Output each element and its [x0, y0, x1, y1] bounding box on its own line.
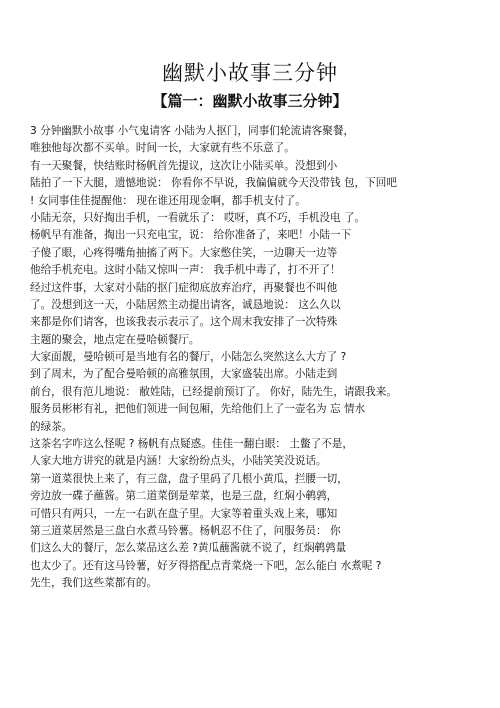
body-line: 旁边放一碟子蘸酱。第二道菜倒是荤菜，也是三盘，红焖小鹌鹑，	[30, 490, 338, 503]
body-line: 经过这件事，大家对小陆的抠门症彻底放弃治疗，再聚餐也不叫他	[30, 281, 338, 294]
body-line: 先生，我们这些菜都有的。	[30, 577, 158, 590]
body-line: 了。没想到这一天，小陆居然主动提出请客，诚恳地说： 这么久以	[30, 298, 341, 311]
body-line: 人家大地方讲究的就是内涵！大家纷纷点头，小陆笑笑没说话。	[30, 455, 327, 468]
document-body	[30, 123, 470, 593]
body-line: 这茶名字咋这么怪呢 ? 杨帆有点疑惑。佳佳一翻白眼： 土鳖了不是，	[30, 438, 353, 451]
body-line: 第一道菜很快上来了，有三盘，盘子里码了几根小黄瓜，拦腰一切，	[30, 472, 348, 485]
body-line: 3 分钟幽默小故事 小气鬼请客 小陆为人抠门，同事们轮流请客聚餐，	[30, 125, 355, 137]
body-line: 大家面靓，曼哈顿可是当地有名的餐厅，小陆怎么突然这么大方了 ?	[30, 351, 347, 364]
document-subtitle: 【篇一：幽默小故事三分钟】	[152, 92, 348, 110]
body-line: 们这么大的餐厅，怎么菜品这么差 ?黄瓜蘸酱就不说了，红焖鹌鹑量	[30, 542, 347, 555]
body-line: ! 女同事佳佳提醒他： 现在谁还用现金啊，都手机支付了。	[30, 194, 306, 207]
body-line: 服务员彬彬有礼，把他们领进一间包厢，先给他们上了一壶名为 忘 情水	[30, 403, 366, 416]
body-line: 子傻了眼，心疼得嘴角抽搐了两下。大家憋住笑，一边聊天一边等	[30, 246, 338, 259]
body-line: 有一天聚餐，快结账时杨帆首先提议，这次让小陆买单。没想到小	[30, 159, 338, 172]
body-line: 唯独他每次都不买单。时间一长，大家就有些不乐意了。	[30, 142, 295, 155]
body-line: 可惜只有两只，一左一右趴在盘子里。大家等着重头戏上来，哪知	[30, 507, 338, 520]
body-line: 陆拍了一下大腿，遗憾地说： 你看你不早说，我偏偏就今天没带钱 包，下回吧	[30, 177, 397, 190]
body-line: 到了周末，为了配合曼哈顿的高雅氛围，大家盛装出席。小陆走到	[30, 368, 338, 381]
document-title: 幽默小故事三分钟	[162, 61, 338, 85]
body-line: 杨帆早有准备，掏出一只充电宝，说： 给你准备了，来吧！小陆一下	[30, 229, 352, 242]
body-line: 前台，很有范儿地说： 敝姓陆，已经提前预订了。 你好，陆先生，请跟我来。	[30, 385, 397, 398]
body-line: 第三道菜居然是三盘白水煮马铃薯。杨帆忍不住了，问服务员： 你	[30, 524, 341, 537]
body-line: 主题的聚会，地点定在曼哈顿餐厅。	[30, 333, 200, 346]
body-line: 他给手机充电。这时小陆又惊叫一声： 我手机中毒了，打不开了！	[30, 264, 341, 277]
body-line: 来都是你们请客，也该我表示表示了。这个周末我安排了一次特殊	[30, 316, 338, 329]
body-line: 小陆无奈，只好掏出手机，一看就乐了： 哎呀，真不巧，手机没电 了。	[30, 211, 366, 224]
body-line: 的绿茶。	[30, 420, 73, 433]
body-line: 也太少了。还有这马铃薯，好歹得搭配点青菜烧一下吧，怎么能白 水煮呢 ?	[30, 559, 382, 572]
